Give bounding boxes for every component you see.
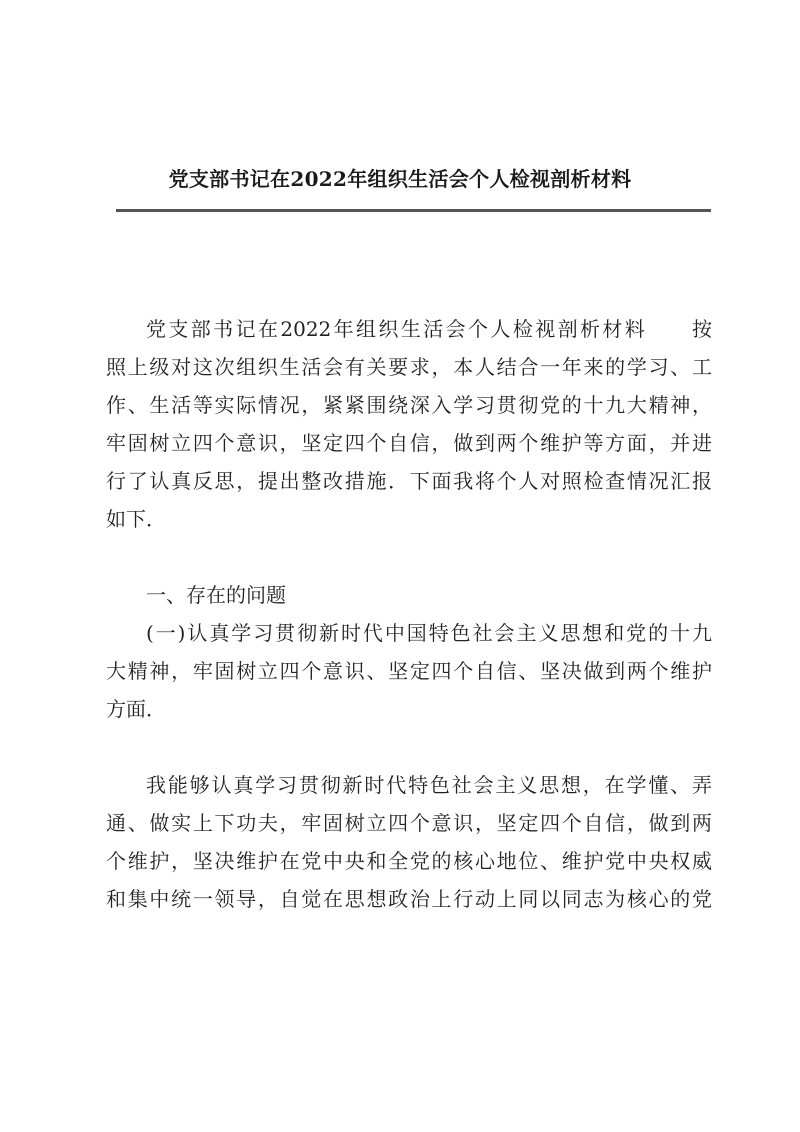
section-problems [106, 576, 712, 728]
page-title: 党支部书记在2022年组织生活会个人检视剖析材料 [168, 167, 632, 191]
paragraph-body [106, 766, 712, 918]
paragraph-line: 党支部书记在2022年组织生活会个人检视剖析材料 按 [146, 317, 712, 341]
paragraph-line: 行了认真反思，提出整改措施．下面我将个人对照检查情况汇报 [106, 469, 712, 493]
subsection-heading-line: 大精神，牢固树立四个意识、坚定四个自信、坚决做到两个维护 [106, 659, 712, 683]
subsection-heading-line: (一)认真学习贯彻新时代中国特色社会主义思想和党的十九 [146, 621, 712, 645]
paragraph-line: 牢固树立四个意识，坚定四个自信，做到两个维护等方面，并进 [106, 431, 712, 455]
paragraph-line: 和集中统一领导，自觉在思想政治上行动上同以同志为核心的党 [106, 887, 712, 911]
document-body [106, 310, 712, 918]
paragraph-intro [106, 310, 712, 538]
subsection-heading-line: 方面． [106, 697, 166, 721]
paragraph-line: 通、做实上下功夫，牢固树立四个意识，坚定四个自信，做到两 [106, 811, 712, 835]
paragraph-line: 个维护，坚决维护在党中央和全党的核心地位、维护党中央权威 [106, 849, 712, 873]
paragraph-line: 照上级对这次组织生活会有关要求，本人结合一年来的学习、工 [106, 355, 712, 379]
paragraph-line: 如下． [106, 507, 166, 531]
section-heading: 一、存在的问题 [146, 583, 286, 607]
title-divider [116, 209, 711, 212]
paragraph-line: 作、生活等实际情况，紧紧围绕深入学习贯彻党的十九大精神， [106, 393, 712, 417]
paragraph-line: 我能够认真学习贯彻新时代特色社会主义思想，在学懂、弄 [146, 773, 712, 797]
